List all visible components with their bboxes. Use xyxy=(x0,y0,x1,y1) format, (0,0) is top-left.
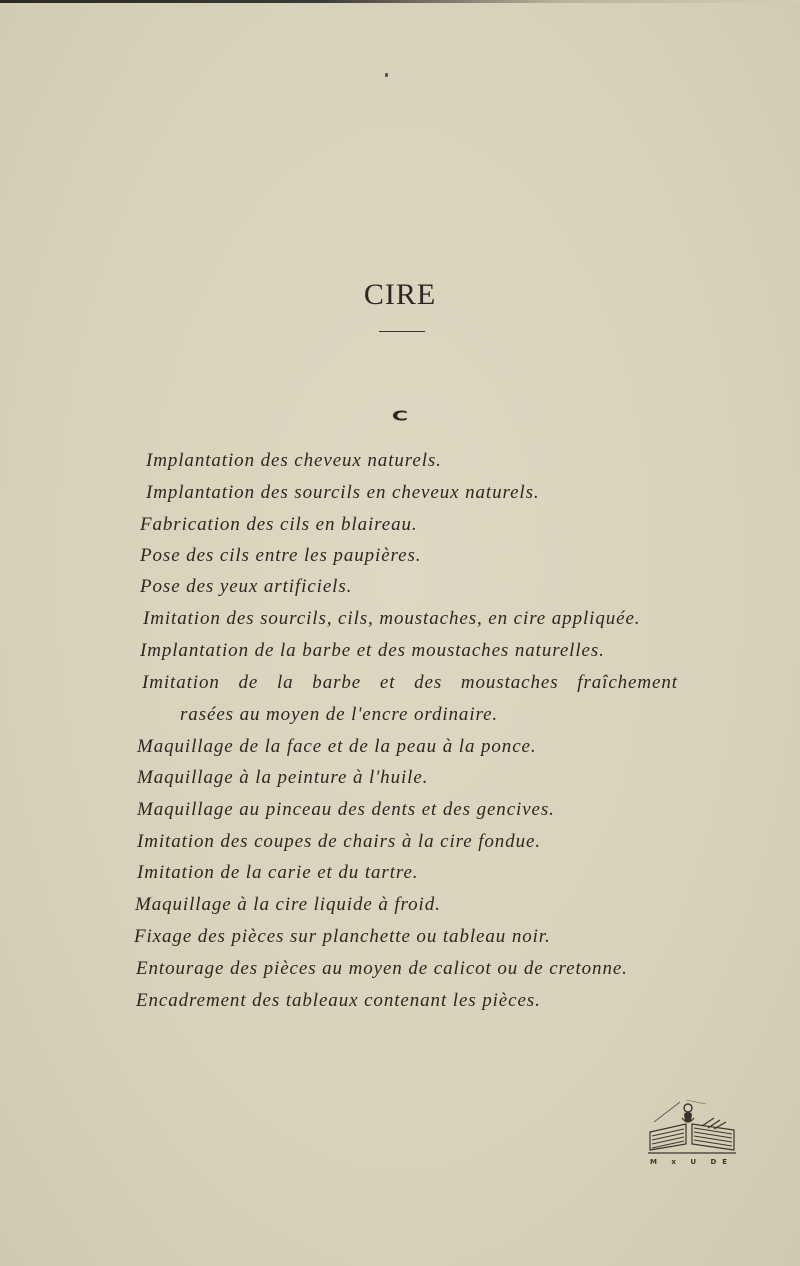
open-book-emblem-icon xyxy=(646,1096,740,1166)
section-mark: C xyxy=(391,408,409,425)
list-item: Implantation des sourcils en cheveux naturels. xyxy=(146,482,540,503)
logo-lettering: M x U DE xyxy=(650,1158,734,1166)
list-item: Entourage des pièces au moyen de calicot ou de cretonne. xyxy=(136,958,628,979)
list-item: Imitation de la carie et du tartre. xyxy=(137,862,419,883)
list-item: Fabrication des cils en blaireau. xyxy=(140,514,418,535)
word: des xyxy=(414,672,443,693)
list-item-continuation: rasées au moyen de l'encre ordinaire. xyxy=(180,704,499,725)
list-item: Imitation des sourcils, cils, moustaches, en cire appliquée. xyxy=(143,608,641,629)
list-item: Pose des cils entre les paupières. xyxy=(140,545,422,566)
word: moustaches xyxy=(460,672,559,693)
word: de xyxy=(238,672,259,693)
word: barbe xyxy=(312,672,362,693)
list-item: Maquillage à la cire liquide à froid. xyxy=(135,894,441,915)
word: fraîchement xyxy=(577,672,678,693)
list-item-justified xyxy=(142,672,678,694)
list-item: Implantation de la barbe et des moustaches naturelles. xyxy=(140,640,605,661)
list-item: Pose des yeux artificiels. xyxy=(140,576,353,597)
list-item: Maquillage à la peinture à l'huile. xyxy=(137,767,429,788)
ink-speck xyxy=(385,73,388,77)
word: la xyxy=(276,672,294,693)
list-item: Fixage des pièces sur planchette ou tableau noir. xyxy=(134,926,551,947)
word: et xyxy=(379,672,396,693)
list-item: Imitation des coupes de chairs à la cire fondue. xyxy=(137,831,541,852)
list-item: Encadrement des tableaux contenant les pièces. xyxy=(136,990,541,1011)
page-top-edge xyxy=(0,0,800,3)
word: Imitation xyxy=(142,672,220,693)
title-rule xyxy=(379,331,425,332)
page-title: CIRE xyxy=(363,278,437,311)
list-item: Maquillage de la face et de la peau à la ponce. xyxy=(137,736,537,757)
list-item: Maquillage au pinceau des dents et des gencives. xyxy=(137,799,555,820)
list-item: Implantation des cheveux naturels. xyxy=(146,450,442,471)
